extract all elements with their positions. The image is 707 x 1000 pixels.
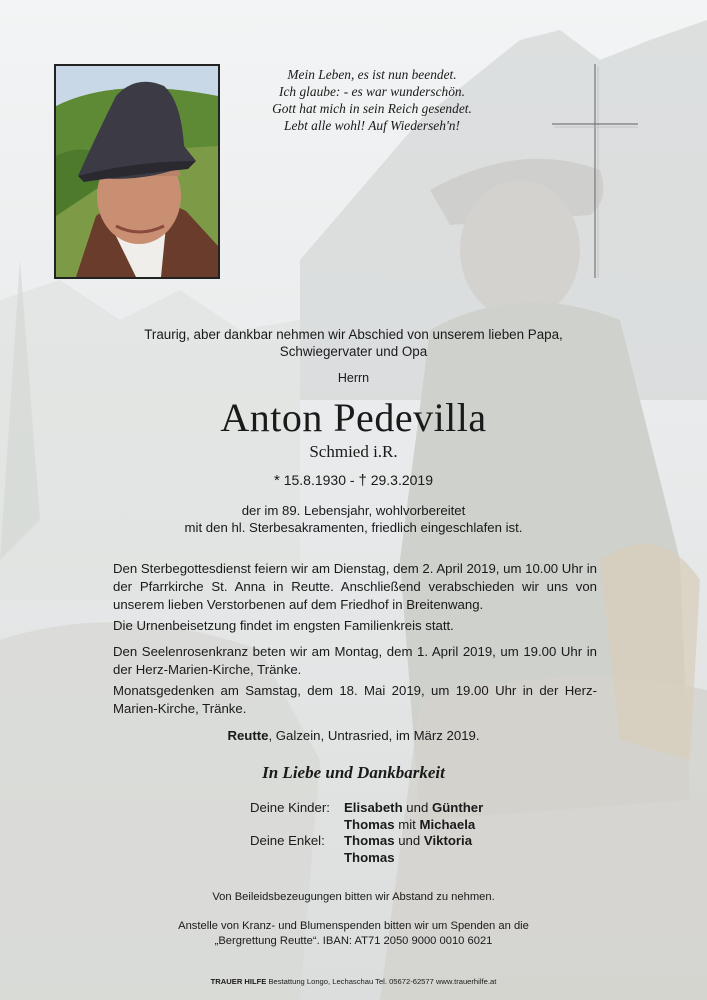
deceased-name: Anton Pedevilla <box>220 395 487 440</box>
poem <box>252 66 492 134</box>
family-connector: und <box>402 800 432 815</box>
footer-brand: TRAUER HILFE <box>210 977 267 986</box>
grandchildren-label: Deine Enkel: <box>250 833 325 848</box>
love-heading: In Liebe und Dankbarkeit <box>262 763 445 782</box>
death-note <box>0 502 707 536</box>
family-name: Elisabeth <box>344 800 403 815</box>
family-name: Thomas <box>344 833 395 848</box>
date-separator: - <box>346 472 359 488</box>
portrait-image <box>56 66 218 277</box>
urn-paragraph: Die Urnenbeisetzung findet im engsten Familienkreis statt. <box>113 618 454 633</box>
salutation: Herrn <box>337 371 370 385</box>
death-date: 29.3.2019 <box>370 472 433 488</box>
family-list <box>250 800 483 866</box>
place-rest: , Galzein, Untrasried, im März 2019. <box>268 728 480 743</box>
intro-line: Schwiegervater und Opa <box>279 344 428 359</box>
family-name: Viktoria <box>423 833 473 848</box>
family-name: Günther <box>431 800 484 815</box>
death-symbol: † <box>358 472 367 489</box>
intro-text <box>0 326 707 360</box>
poem-line: Ich glaube: - es war wunderschön. <box>279 84 465 99</box>
family-name: Thomas <box>344 816 395 832</box>
rosary-paragraph: Den Seelenrosenkranz beten wir am Montag, dem 1. April 2019, um 19.00 Uhr in der Herz-Marien-Kirche, Tränke. <box>113 644 597 677</box>
funeral-paragraph: Den Sterbegottesdienst feiern wir am Dienstag, dem 2. April 2019, um 10.00 Uhr in der Pfarrkirche St. Anna in Reutte. Anschließend verabschieden wir uns von unserem lieben Verstorbenen auf dem Friedhof in Breitenwang. <box>113 561 597 612</box>
family-connector: mit <box>394 816 420 832</box>
footer-text: Bestattung Longo, Lechaschau Tel. 05672-62577 www.trauerhilfe.at <box>266 977 497 986</box>
poem-line: Gott hat mich in sein Reich gesendet. <box>272 101 472 116</box>
death-note-line: mit den hl. Sterbesakramenten, friedlich eingeschlafen ist. <box>184 520 523 535</box>
donation-note <box>0 919 707 949</box>
portrait-photo <box>54 64 220 279</box>
condolence-note: Von Beileidsbezeugungen bitten wir Abstand zu nehmen. <box>212 891 495 903</box>
cross-icon <box>552 64 638 278</box>
poem-line: Mein Leben, es ist nun beendet. <box>287 67 457 82</box>
family-connector: und <box>394 833 424 848</box>
intro-line: Traurig, aber dankbar nehmen wir Abschied von unserem lieben Papa, <box>144 327 563 342</box>
place-town: Reutte <box>227 728 269 743</box>
family-name: Michaela <box>419 816 476 832</box>
life-dates <box>0 472 707 489</box>
place-and-date <box>0 728 707 743</box>
footer <box>0 977 707 986</box>
memorial-paragraph: Monatsgedenken am Samstag, dem 18. Mai 2019, um 19.00 Uhr in der Herz-Marien-Kirche, Tränke. <box>113 683 597 716</box>
birth-symbol: * <box>273 472 280 489</box>
donation-line: Anstelle von Kranz- und Blumenspenden bitten wir um Spenden an die <box>178 920 529 932</box>
family-name: Thomas <box>344 849 395 865</box>
children-label: Deine Kinder: <box>250 800 330 815</box>
deceased-occupation: Schmied i.R. <box>309 442 398 461</box>
birth-date: 15.8.1930 <box>283 472 347 488</box>
donation-line: „Bergrettung Reutte“. IBAN: AT71 2050 9000 0010 6021 <box>214 935 493 947</box>
poem-line: Lebt alle wohl! Auf Wiederseh'n! <box>284 118 460 133</box>
death-note-line: der im 89. Lebensjahr, wohlvorbereitet <box>241 503 466 518</box>
